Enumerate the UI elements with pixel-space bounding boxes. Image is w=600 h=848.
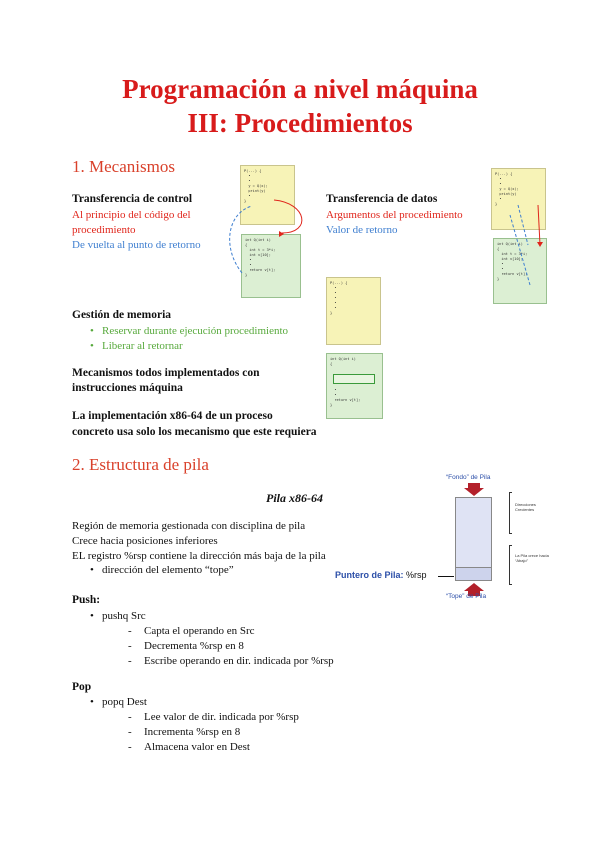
pop-heading: Pop [72, 681, 92, 693]
pop-block [72, 695, 392, 755]
data-line-1: Argumentos del procedimiento [326, 209, 463, 221]
memory-item: • Liberar al retornar [72, 339, 332, 354]
control-line-2: procedimiento [72, 224, 136, 236]
stack-bullet-wrap [72, 563, 372, 578]
stack-bullet: • dirección del elemento “tope” [72, 563, 372, 578]
memory-code-box: P(...) { • • • • • } [326, 277, 381, 345]
push-block [72, 609, 392, 669]
data-transfer-heading: Transferencia de datos [326, 193, 438, 205]
pop-instruction: • popq Dest [72, 695, 392, 710]
control-arrows [222, 178, 322, 288]
stack-pointer-label [335, 570, 427, 580]
stack-line-1: Región de memoria gestionada con disciplina de pila [72, 520, 306, 532]
stack-top-element [455, 567, 492, 581]
implementation-line-2: concreto usa solo los mecanismo que este requiera [72, 426, 317, 438]
memory-list [72, 324, 332, 354]
push-step: - Escribe operando en dir. indicada por %rsp [72, 654, 392, 669]
caller-code-box: P(...) { • • y = Q(x); print(y) • } [240, 165, 295, 225]
stack-top-label: “Tope” de Pila [446, 593, 487, 600]
callee-code-box-2: int Q(int i) { int t = 3*i; int v[10]; • • return v[t]; } [493, 238, 547, 304]
stack-pointer-line [438, 576, 454, 577]
pop-step: - Almacena valor en Dest [72, 740, 392, 755]
address-note: Direcciones Crecientes [515, 502, 536, 512]
stack-pointer-text: Puntero de Pila: [335, 570, 404, 580]
mechanisms-line-1: Mecanismos todos implementados con [72, 367, 260, 379]
pop-step: - Incrementa %rsp en 8 [72, 725, 392, 740]
control-line-3: De vuelta al punto de retorno [72, 239, 201, 251]
mechanisms-line-2: instrucciones máquina [72, 382, 183, 394]
data-line-2: Valor de retorno [326, 224, 398, 236]
stack-line-2: Crece hacia posiciones inferiores [72, 535, 218, 547]
section-heading-pila: 2. Estructura de pila [72, 455, 209, 474]
pop-step: - Lee valor de dir. indicada por %rsp [72, 710, 392, 725]
section-heading-mecanismos: 1. Mecanismos [72, 157, 175, 176]
memory-heading: Gestión de memoria [72, 309, 172, 321]
push-step: - Capta el operando en Src [72, 624, 392, 639]
push-instruction: • pushq Src [72, 609, 392, 624]
address-bracket [509, 492, 512, 534]
stack-bottom-label: “Fondo” de Pila [446, 474, 491, 481]
push-heading: Push: [72, 594, 101, 606]
callee-code-box: int Q(int i) { int t = 3*i; int v[10]; • • return v[t]; } [241, 234, 301, 298]
page-title: Programación a nivel máquina [122, 74, 478, 104]
memory-callee-box: int Q(int i) { • • return v[t]; } [326, 353, 383, 419]
down-arrow-icon [464, 483, 484, 497]
implementation-line-1: La implementación x86-64 de un proceso [72, 410, 273, 422]
growth-note: La Pila crece hacia “Abajo” [515, 553, 549, 563]
control-transfer-heading: Transferencia de control [72, 193, 193, 205]
page-subtitle: III: Procedimientos [187, 108, 413, 138]
caller-code-box-2: P(...) { • • y = Q(x); print(y) • } [491, 168, 546, 230]
stack-subtitle: Pila x86-64 [266, 491, 323, 505]
memory-item: • Reservar durante ejecución procedimiento [72, 324, 332, 339]
growth-bracket [509, 545, 512, 585]
control-line-1: Al principio del código del [72, 209, 191, 221]
stack-line-3: EL registro %rsp contiene la dirección más baja de la pila [72, 550, 326, 562]
push-step: - Decrementa %rsp en 8 [72, 639, 392, 654]
data-arrows [488, 185, 558, 295]
stack-pointer-reg: %rsp [406, 570, 427, 580]
